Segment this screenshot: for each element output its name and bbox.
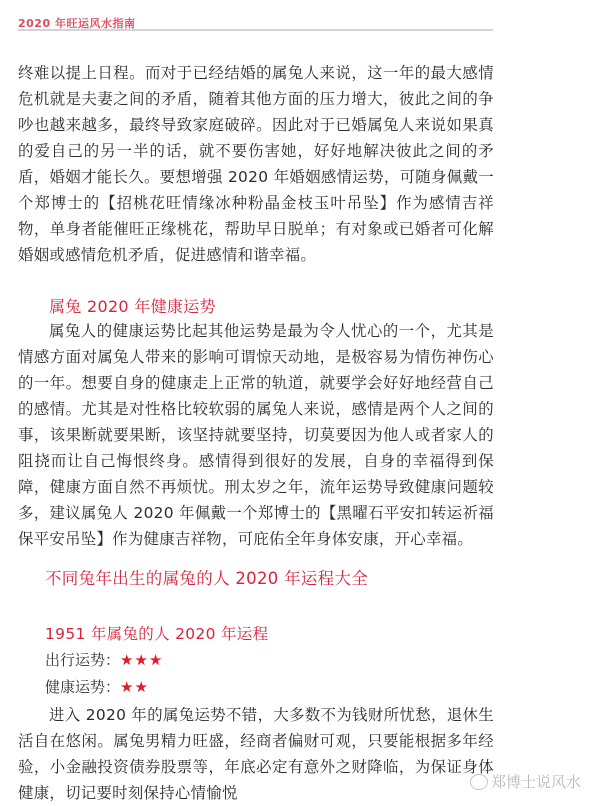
marriage-paragraph: 终难以提上日程。而对于已经结婚的属兔人来说，这一年的最大感情危机就是夫妻之间的矛盾，随着其他方面的压力增大，彼此之间的争吵也越来越多，最终导致家庭破碎。因此对于已婚属兔人来说如果真的爱自己的另一半的话，就不要伤害她，好好地解决彼此之间的矛盾，婚姻才能长久。要想增强 2020 年婚姻感情运势，可随身佩戴一个郑博士的【招桃花旺情缘冰种粉晶金枝玉叶吊坠】作为感情吉祥物，单身者能催旺正缘桃花，帮助早日脱单；有对象或已婚者可化解婚姻或感情危机矛盾，促进感情和谐幸福。 <box>18 64 494 264</box>
health-heading: 属兔 2020 年健康运势 <box>49 297 216 316</box>
rating-label: 出行运势： <box>45 651 121 669</box>
wechat-icon <box>470 774 488 790</box>
year-1951-heading: 1951 年属兔的人 2020 年运程 <box>45 625 269 643</box>
article-body <box>18 60 494 552</box>
year-1951-paragraph: 进入 2020 年的属兔运势不错，大多数不为钱财所忧愁，退休生活自在悠闲。属兔男精力旺盛，经商者偏财可观，只要能根据多年经验，小金融投资债券股票等，年底必定有意外之财降临，为保证身体健康，切记要时刻保持心情愉悦 <box>18 706 494 802</box>
header-title: 2020 年旺运风水指南 <box>18 17 136 30</box>
health-paragraph: 属兔人的健康运势比起其他运势是最为令人忧心的一个，尤其是情感方面对属兔人带来的影响可谓惊天动地，是极容易为情伤神伤心的一年。想要自身的健康走上正常的轨道，就要学会好好地经营自己的感情。尤其是对性格比较软弱的属兔人来说，感情是两个人之间的事，该果断就要果断，该坚持就要坚持，切莫要因为他人或者家人的阻挠而让自己悔恨终身。感情得到很好的发展，自身的幸福得到保障，健康方面自然不再烦忧。刑太岁之年，流年运势导致健康问题较多，建议属兔人 2020 年佩戴一个郑博士的【黑曜石平安扣转运祈福保平安吊坠】作为健康吉祥物，可庇佑全年身体安康，开心幸福。 <box>18 322 494 548</box>
travel-rating <box>45 649 163 670</box>
star-icon: ★★ <box>120 678 149 696</box>
star-icon: ★★★ <box>120 651 164 669</box>
watermark-text: 郑博士说风水 <box>490 773 581 791</box>
watermark <box>470 771 581 792</box>
year-1951-body <box>18 702 494 806</box>
page-header <box>18 12 493 31</box>
birth-year-heading: 不同兔年出生的属兔的人 2020 年运程大全 <box>45 569 369 588</box>
rating-label: 健康运势： <box>45 678 121 696</box>
health-rating <box>45 676 149 697</box>
